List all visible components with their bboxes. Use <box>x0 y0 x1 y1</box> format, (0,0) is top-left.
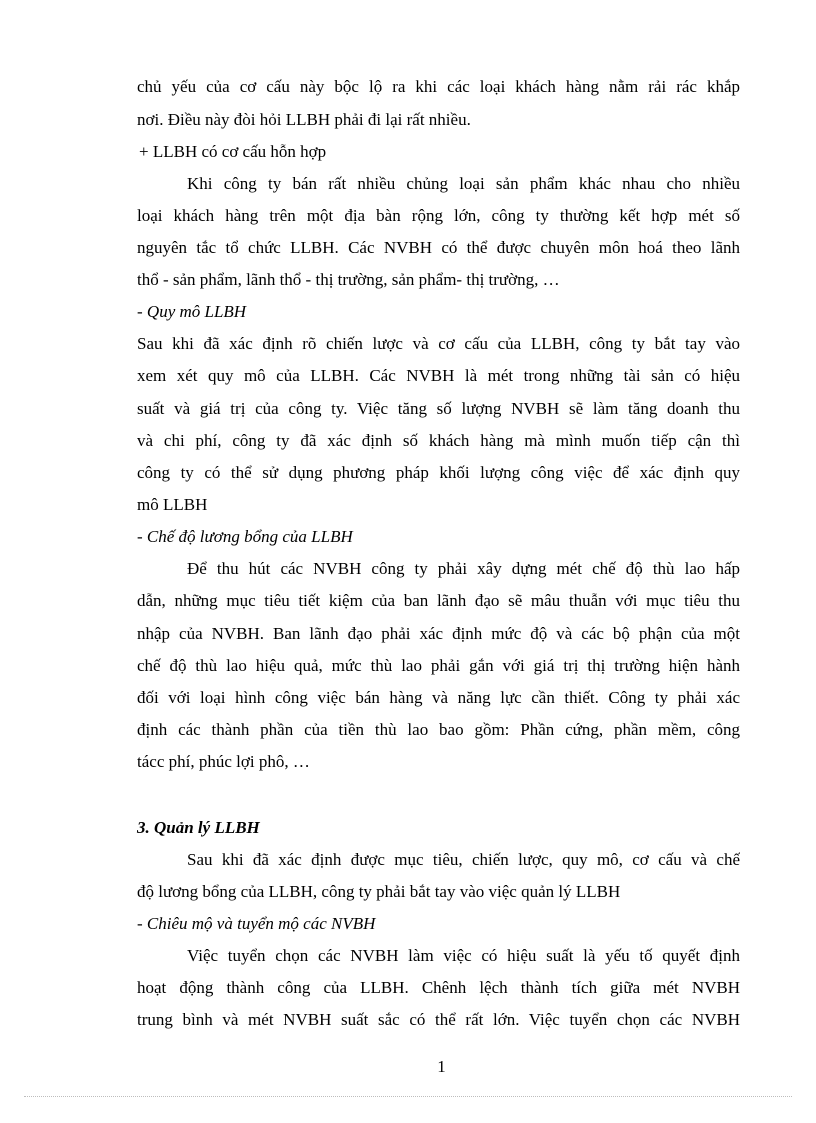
bullet-item: + LLBH có cơ cấu hỗn hợp <box>139 142 327 161</box>
paragraph-line: dẫn, những mục tiêu tiết kiệm của ban lãnh đạo sẽ mâu thuẫn với mục tiêu thu <box>137 591 740 610</box>
paragraph-line: trung bình và mét NVBH suất sắc có thể rất lớn. Việc tuyển chọn các NVBH <box>137 1010 740 1029</box>
paragraph-line: Sau khi đã xác định rõ chiến lược và cơ cấu của LLBH, công ty bắt tay vào <box>137 334 740 353</box>
paragraph-line: mô LLBH <box>137 495 208 514</box>
paragraph-line: định các thành phần của tiền thù lao bao gồm: Phần cứng, phần mềm, công <box>137 720 740 739</box>
footer-divider <box>24 1096 792 1097</box>
paragraph-line: thổ - sản phẩm, lãnh thổ - thị trường, sản phẩm- thị trường, … <box>137 270 560 289</box>
paragraph-line: hoạt động thành công của LLBH. Chênh lệch thành tích giữa mét NVBH <box>137 978 740 997</box>
paragraph-line: chế độ thù lao hiệu quả, mức thù lao phải gắn với giá trị thị trường hiện hành <box>137 656 740 675</box>
subheading: - Quy mô LLBH <box>137 302 247 321</box>
paragraph-line: Để thu hút các NVBH công ty phải xây dựng mét chế độ thù lao hấp <box>187 559 740 578</box>
paragraph-line: nhập của NVBH. Ban lãnh đạo phải xác định mức độ và các bộ phận của một <box>137 624 740 643</box>
paragraph-line: xem xét quy mô của LLBH. Các NVBH là mét trong những tài sản có hiệu <box>137 366 740 385</box>
paragraph-line: Việc tuyển chọn các NVBH làm việc có hiệu suất là yếu tố quyết định <box>187 946 740 965</box>
subheading: - Chiêu mộ và tuyển mộ các NVBH <box>137 914 376 933</box>
paragraph-line: và chi phí, công ty đã xác định số khách hàng mà mình muốn tiếp cận thì <box>137 431 740 450</box>
paragraph-line: chủ yếu của cơ cấu này bộc lộ ra khi các loại khách hàng nằm rải rác khắp <box>137 77 740 96</box>
subheading: - Chế độ lương bổng của LLBH <box>137 527 353 546</box>
paragraph-line: Sau khi đã xác định được mục tiêu, chiến lược, quy mô, cơ cấu và chế <box>187 850 740 869</box>
paragraph-line: Khi công ty bán rất nhiều chủng loại sản phẩm khác nhau cho nhiều <box>187 174 740 193</box>
paragraph-line: tácc phí, phúc lợi phô, … <box>137 752 310 771</box>
section-heading: 3. Quản lý LLBH <box>137 818 260 837</box>
paragraph-line: nguyên tắc tổ chức LLBH. Các NVBH có thể được chuyên môn hoá theo lãnh <box>137 238 740 257</box>
paragraph-line: độ lương bổng của LLBH, công ty phải bắt tay vào việc quản lý LLBH <box>137 882 621 901</box>
paragraph-line: đối với loại hình công việc bán hàng và năng lực cần thiết. Công ty phải xác <box>137 688 740 707</box>
paragraph-line: nơi. Điều này đòi hỏi LLBH phải đi lại rất nhiều. <box>137 110 471 129</box>
paragraph-line: công ty có thể sử dụng phương pháp khối lượng công việc để xác định quy <box>137 463 740 482</box>
paragraph-line: loại khách hàng trên một địa bàn rộng lớn, công ty thường kết hợp mét số <box>137 206 740 225</box>
paragraph-line: suất và giá trị của công ty. Việc tăng số lượng NVBH sẽ làm tăng doanh thu <box>137 399 740 418</box>
page-number: 1 <box>437 1057 446 1076</box>
